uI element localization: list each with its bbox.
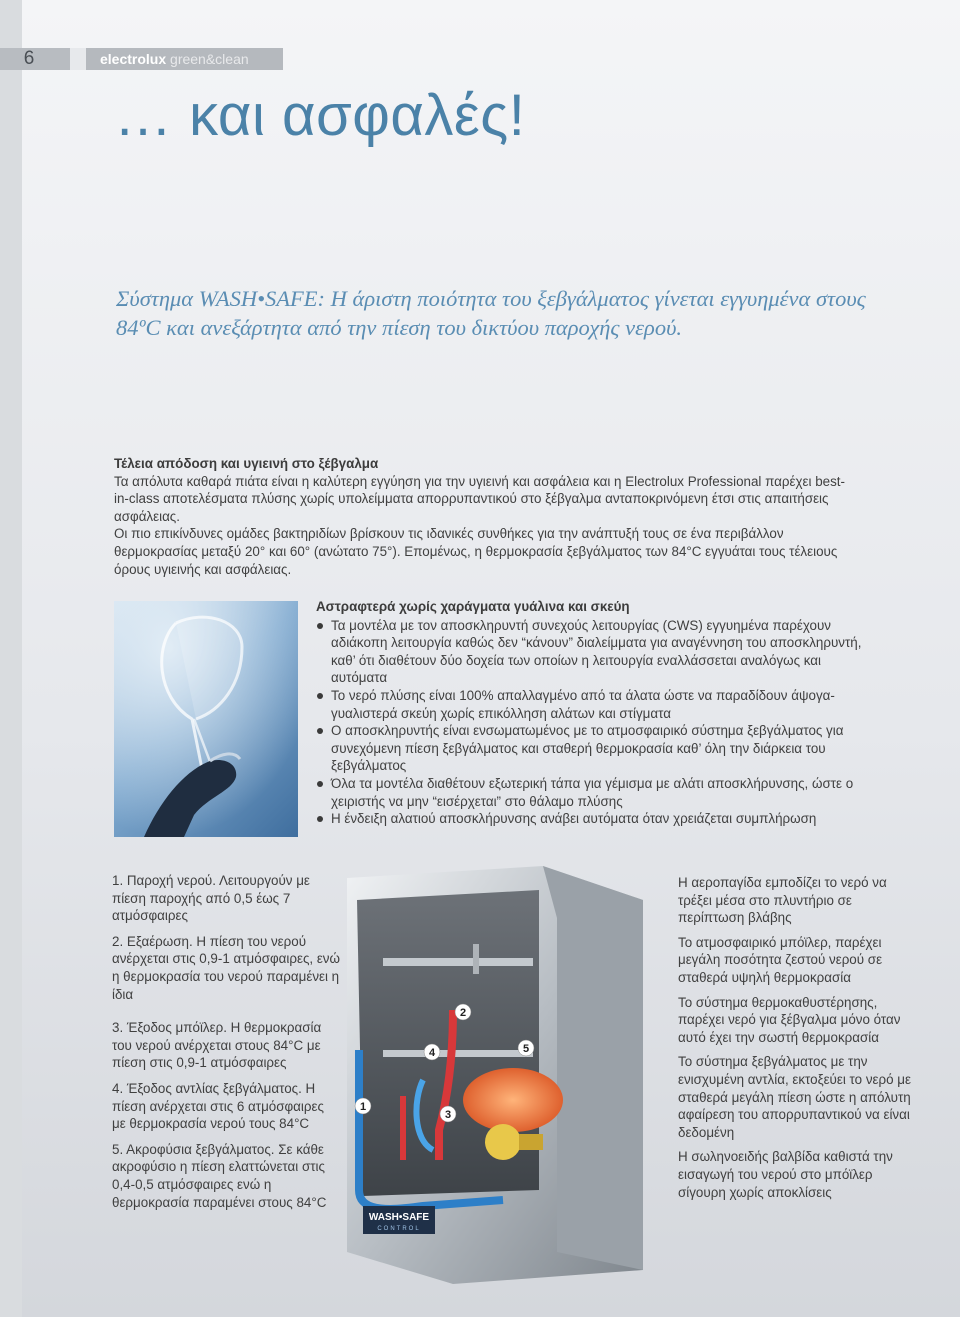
intro-paragraph: Οι πιο επικίνδυνες ομάδες βακτηριδίων βρίσκουν τις ιδανικές συνθήκες για την ανάπτυξή τους σε ένα περιβάλλον θερμοκρασίας μεταξύ 20° και 60° (ανώτατο 75°). Επομένως, η θερμοκρασία ξεβγάλματος των 84°C εγγυάται τους τέλειους όρους υγιεινής και ασφάλειας.	[114, 526, 838, 577]
brand-name: electrolux	[100, 51, 167, 67]
boiler	[463, 1068, 563, 1132]
page-margin-strip	[0, 0, 22, 1317]
step-item: 4. Έξοδος αντλίας ξεβγάλματος. Η πίεση ανέρχεται στις 6 ατμόσφαιρες με θερμοκρασία νερού τους 84°C	[112, 1080, 324, 1132]
feature-item: Το νερό πλύσης είναι 100% απαλλαγμένο από τα άλατα ώστε να παραδίδουν άψογα-γυαλιστερά σκεύη χωρίς επικόλληση αλάτων και στίγματα	[316, 687, 876, 722]
callout-4	[424, 1044, 440, 1060]
washsafe-logo-sub: CONTROL	[377, 1226, 421, 1232]
callout-label: 3	[444, 1109, 452, 1121]
note-item: Το ατμοσφαιρικό μπόϊλερ, παρέχει μεγάλη ποσότητα ζεστού νερού σε σταθερά υψηλή θερμοκρασία	[678, 934, 883, 985]
features-list	[316, 617, 876, 828]
feature-item: Η ένδειξη αλατιού αποσκλήρυνσης ανάβει αυτόματα όταν χρειάζεται συμπλήρωση	[316, 810, 876, 828]
process-steps	[112, 872, 340, 1219]
features-section	[316, 598, 876, 828]
note-item: Το σύστημα ξεβγάλματος με την ενισχυμένη αντλία, εκτοξεύει το νερό με σταθερά μεγάλη πίεση ώστε η απόλυτη αφαίρεση του απορρυπαντικού να είναι δεδομένη	[678, 1054, 911, 1140]
header-divider	[70, 48, 86, 70]
intro-section	[114, 455, 854, 578]
callout-label: 2	[459, 1007, 467, 1019]
page-header	[0, 48, 283, 70]
page-number: 6	[0, 48, 70, 70]
step-item: 1. Παροχή νερού. Λειτουργούν με πίεση παροχής από 0,5 έως 7 ατμόσφαιρες	[112, 873, 310, 924]
brand-tagline	[86, 48, 283, 70]
callout-2	[455, 1004, 471, 1020]
intro-heading: Τέλεια απόδοση και υγιεινή στο ξέβγαλμα	[114, 456, 379, 471]
brand-slogan: green&clean	[166, 51, 249, 67]
feature-item: Ο αποσκληρυντής είναι ενσωματωμένος με το ατμοσφαιρικό σύστημα ξεβγάλματος για συνεχόμενη πίεση ξεβγάλματος και σταθερή θερμοκρασία καθ’ όλη την διάρκεια του ξεβγάλματος	[316, 722, 876, 775]
rinse-pump	[485, 1124, 521, 1160]
note-item: Η σωληνοειδής βαλβίδα καθιστά την εισαγωγή του νερού στο μπόϊλερ σίγουρη χωρίς αποκλίσεις	[678, 1149, 893, 1200]
feature-item: Τα μοντέλα με τον αποσκληρυντή συνεχούς λειτουργίας (CWS) εγγυημένα παρέχουν αδιάκοπη λειτουργία καθώς δεν “κάνουν” διαλείμματα για αναγέννηση του αποσκληρυντή, καθ’ ότι διαθέτουν δύο δοχεία των οποίων η λειτουργία εναλλάσσεται αναλόγως και αυτόματα	[316, 617, 876, 687]
step-item: 2. Εξαέρωση. Η πίεση του νερού ανέρχεται στις 0,9-1 ατμόσφαιρες, ενώ η θερμοκρασία του νερού παραμένει η ίδια	[112, 933, 340, 1002]
note-item: Η αεροπαγίδα εμποδίζει το νερό να τρέξει μέσα στο πλυντήριο σε περίπτωση βλάβης	[678, 875, 887, 926]
features-heading: Αστραφτερά χωρίς χαράγματα γυάλινα και σκεύη	[316, 599, 630, 614]
dishwasher-cutaway-diagram	[343, 860, 661, 1285]
step-item: 5. Ακροφύσια ξεβγάλματος. Σε κάθε ακροφύσιο η πίεση ελαττώνεται στις 0,4-0,5 ατμόσφαιρες ενώ η θερμοκρασία παραμένει στους 84°C	[112, 1141, 327, 1210]
callout-label: 5	[522, 1043, 530, 1055]
washsafe-logo-text: WASH•SAFE	[368, 1212, 430, 1223]
step-item: 3. Έξοδος μπόϊλερ. Η θερμοκρασία του νερού ανέρχεται στους 84°C με πίεση στις 0,9-1 ατμόσφαιρες	[112, 1020, 322, 1071]
note-item: Το σύστημα θερμοκαθυστέρησης, παρέχει νερό για ξέβγαλμα μόνο όταν αυτό έχει την σωστή θερμοκρασία	[678, 994, 901, 1045]
feature-item: Όλα τα μοντέλα διαθέτουν εξωτερική τάπα για γέμισμα με αλάτι αποσκλήρυνσης, ώστε ο χειριστής να μην “εισέρχεται” στο θάλαμο πλύσης	[316, 775, 876, 810]
callout-5	[518, 1040, 534, 1056]
page-title: … και ασφαλές!	[114, 83, 526, 148]
callout-1	[355, 1098, 371, 1114]
callout-label: 4	[428, 1047, 436, 1059]
component-notes	[678, 874, 918, 1208]
intro-paragraph: Τα απόλυτα καθαρά πιάτα είναι η καλύτερη εγγύηση για την υγιεινή και ασφάλεια και η Electrolux Professional παρέχει best-in-class αποτελέσματα πλύσης χωρίς υπολείμματα απορρυπαντικού στο ξέβγαλμα ανταποκρινόμενη έτσι στις απαιτήσεις ασφάλειας.	[114, 473, 845, 524]
callout-label: 1	[359, 1101, 367, 1113]
callout-3	[440, 1106, 456, 1122]
wine-glass-photo	[114, 601, 298, 837]
cabinet-door	[543, 866, 643, 1270]
page-subtitle: Σύστημα WASH•SAFE: Η άριστη ποιότητα του ξεβγάλματος γίνεται εγγυημένα στους 84ºC και ανεξάρτητα από την πίεση του δικτύου παροχής νερού.	[116, 286, 866, 340]
